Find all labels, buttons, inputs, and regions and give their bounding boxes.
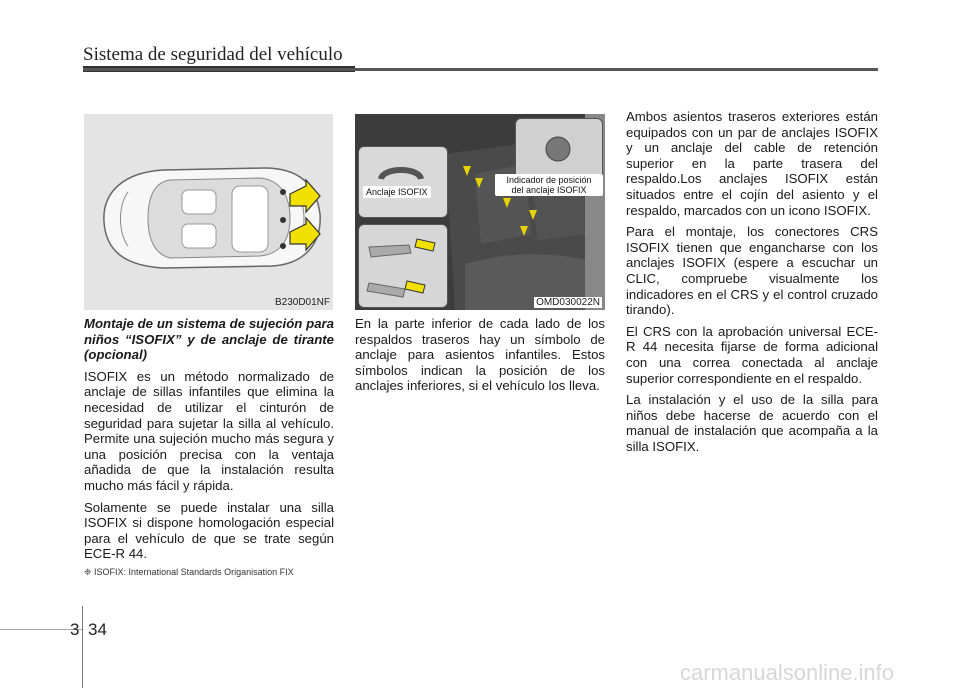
header-rule (83, 68, 878, 71)
label-indicator-line-2: del anclaje ISOFIX (511, 185, 587, 195)
page-number: 34 (88, 620, 107, 639)
paragraph: En la parte inferior de cada lado de los respaldos traseros hay un símbolo de anclaje para asientos infantiles. Estos símbolos indican la posición de los anclajes inferiores, si el vehículo los lleva. (355, 316, 605, 394)
section-number: 3 (70, 620, 80, 639)
paragraph: Ambos asientos traseros exteriores están equipados con un par de anclajes ISOFIX y un anclaje del cable de retención superior en la parte trasera del respaldo.Los anclajes ISOFIX están situados entre el cojín del asiento y el respaldo, marcados con un icono ISOFIX. (626, 109, 878, 218)
column-middle (355, 316, 605, 400)
figure-caption: Montaje de un sistema de sujeción para niños “ISOFIX” y de anclaje de tirante (opcional) (84, 316, 334, 363)
column-right (626, 109, 878, 460)
paragraph: Para el montaje, los conectores CRS ISOFIX tienen que engancharse con los anclajes ISOFIX (espere a escuchar un CLIC, compruebe visualmente los indicadores en el CRS y el control cruzado tirando). (626, 224, 878, 318)
inset-connector-closeup (358, 224, 448, 308)
figure-code: OMD030022N (536, 297, 600, 308)
paragraph: ISOFIX es un método normalizado de anclaje de sillas infantiles que elimina la necesidad de utilizar el cinturón de seguridad para sujetar la silla al vehículo. Permite una sujeción mucho más segura y una posición precisa con la ventaja añadida de que la instalación resulta mucho más fácil y rápida. (84, 368, 334, 493)
figure-car-top-view (84, 114, 333, 310)
page-header-title: Sistema de seguridad del vehículo (83, 44, 343, 65)
page-number-rule-vertical (82, 606, 83, 688)
label-indicator-line-1: Indicador de posición (506, 175, 592, 185)
inset-anchor-closeup (358, 146, 448, 218)
label-isofix-indicator (495, 174, 603, 196)
car-top-view-illustration (84, 114, 333, 310)
column-left (84, 316, 334, 568)
watermark: carmanualsonline.info (680, 660, 895, 685)
footnote: ❈ ISOFIX: International Standards Origanisation FIX (84, 567, 294, 577)
paragraph: Solamente se puede instalar una silla ISOFIX si dispone homologación especial para el vehículo de que se trate según ECE-R 44. (84, 499, 334, 562)
figure-rear-seat-photo (355, 114, 605, 310)
paragraph: La instalación y el uso de la silla para niños debe hacerse de acuerdo con el manual de instalación que acompaña a la silla ISOFIX. (626, 392, 878, 454)
label-isofix-anchor: Anclaje ISOFIX (363, 186, 431, 198)
paragraph: El CRS con la aprobación universal ECE-R 44 necesita fijarse de forma adicional con una correa conectada al anclaje superior correspondiente en el respaldo. (626, 323, 878, 386)
figure-code: B230D01NF (274, 297, 330, 308)
